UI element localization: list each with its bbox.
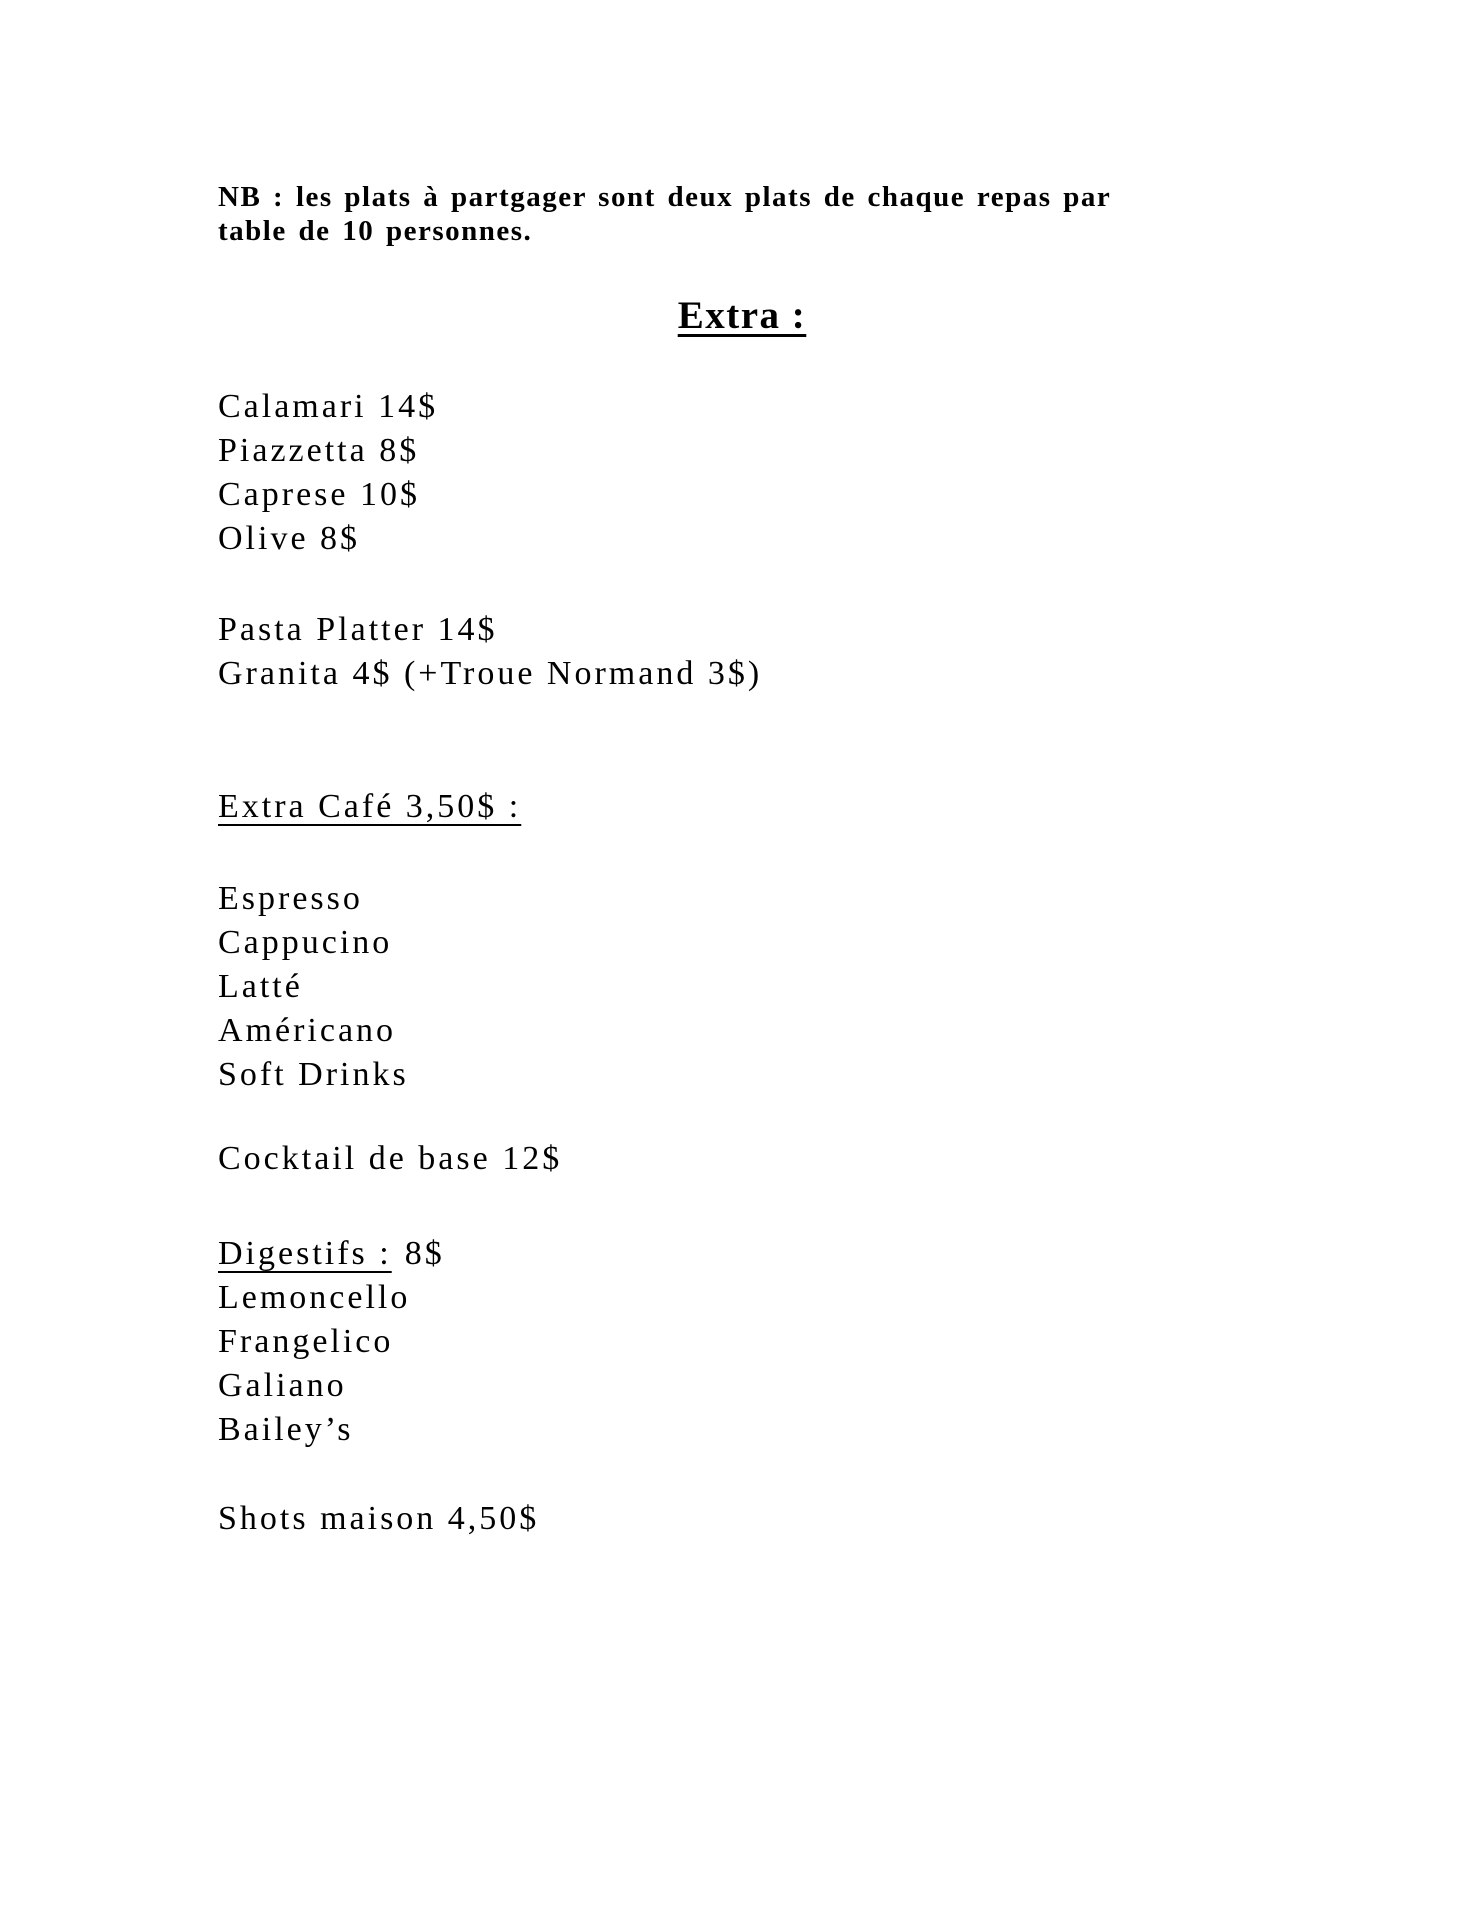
extra-heading-text: Extra : xyxy=(677,294,807,337)
cafe-section-heading xyxy=(218,785,521,829)
note-paragraph xyxy=(218,180,1278,248)
note-line-2: table de 10 personnes. xyxy=(218,215,533,247)
digestifs-heading-line xyxy=(218,1232,445,1276)
digestifs-heading-text: Digestifs : xyxy=(218,1235,392,1272)
platters-list xyxy=(218,608,762,696)
menu-item-pasta-platter: Pasta Platter 14$ xyxy=(218,611,498,648)
menu-item-lemoncello: Lemoncello xyxy=(218,1279,411,1316)
cafe-items-list xyxy=(218,877,409,1097)
menu-item-espresso: Espresso xyxy=(218,880,363,917)
menu-item-frangelico: Frangelico xyxy=(218,1323,394,1360)
menu-item-soft-drinks: Soft Drinks xyxy=(218,1056,409,1093)
appetizers-list xyxy=(218,385,438,561)
digestifs-price: 8$ xyxy=(404,1235,445,1272)
menu-item-calamari: Calamari 14$ xyxy=(218,388,439,425)
menu-item-caprese: Caprese 10$ xyxy=(218,476,421,513)
menu-item-latte: Latté xyxy=(218,968,303,1005)
menu-item-olive: Olive 8$ xyxy=(218,520,361,557)
menu-item-granita: Granita 4$ (+Troue Normand 3$) xyxy=(218,655,763,692)
menu-item-galiano: Galiano xyxy=(218,1367,347,1404)
menu-item-baileys: Bailey’s xyxy=(218,1411,354,1448)
menu-item-americano: Américano xyxy=(218,1012,397,1049)
note-line-1: NB : les plats à partgager sont deux plats de chaque repas par xyxy=(218,181,1112,213)
menu-item-piazzetta: Piazzetta 8$ xyxy=(218,432,420,469)
menu-item-cappucino: Cappucino xyxy=(218,924,393,961)
digestifs-section xyxy=(218,1232,445,1452)
extra-section-heading xyxy=(218,294,1266,338)
cafe-heading-text: Extra Café 3,50$ : xyxy=(218,788,522,825)
cocktail-line: Cocktail de base 12$ xyxy=(218,1140,563,1177)
shots-line: Shots maison 4,50$ xyxy=(218,1500,540,1537)
